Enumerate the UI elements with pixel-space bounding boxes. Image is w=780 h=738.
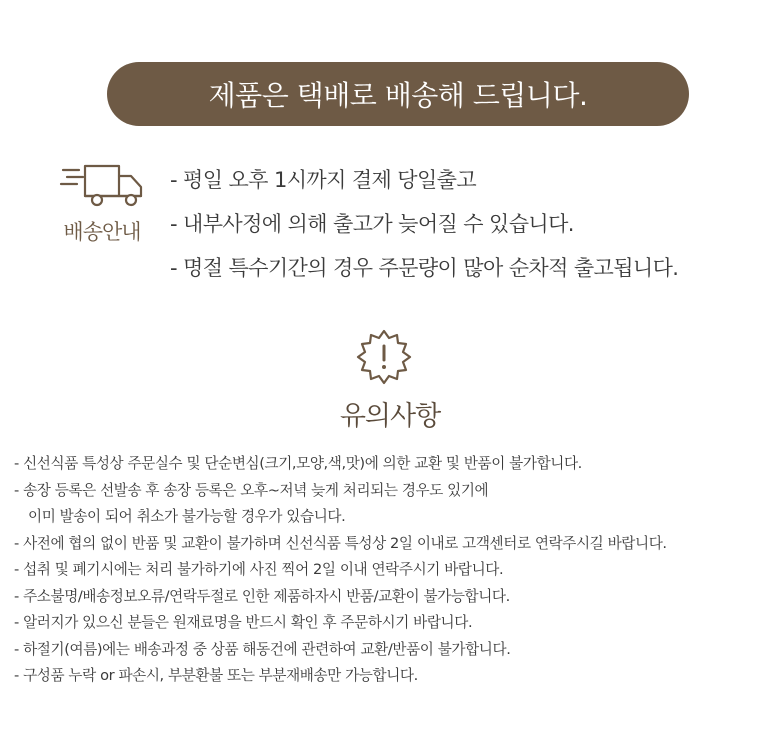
notice-item: - 주소불명/배송정보오류/연락두절로 인한 제품하자시 반품/교환이 불가능합니다. [14,587,510,605]
notice-item: 이미 발송이 되어 취소가 불가능할 경우가 있습니다. [28,508,346,525]
shipping-info-block [52,160,152,246]
notice-item: - 구성품 누락 or 파손시, 부분환불 또는 부분재배송만 가능합니다. [14,667,418,684]
notice-list [14,451,667,690]
shipping-label: 배송안내 [63,220,141,244]
shipping-lines [170,158,678,290]
shipping-line: - 평일 오후 1시까지 결제 당일출고 [170,168,477,192]
truck-icon [57,160,147,210]
notice-item: - 섭취 및 폐기시에는 처리 불가하기에 사진 찍어 2일 이내 연락주시기 바랍니다. [14,561,504,578]
notice-item: - 하절기(여름)에는 배송과정 중 상품 해동건에 관련하여 교환/반품이 불가합니다. [14,640,511,658]
notice-item: - 신선식품 특성상 주문실수 및 단순변심(크기,모양,색,맛)에 의한 교환 및 반품이 불가합니다. [14,455,582,472]
banner-title: 제품은 택배로 배송해 드립니다. [208,79,588,112]
notice-item: - 송장 등록은 선발송 후 송장 등록은 오후~저녁 늦게 처리되는 경우도 있기에 [14,481,489,499]
shipping-banner [107,62,689,126]
shipping-line: - 내부사정에 의해 출고가 늦어질 수 있습니다. [170,212,574,236]
notice-item: - 알러지가 있으신 분들은 원재료명을 반드시 확인 후 주문하시기 바랍니다. [14,614,473,631]
warning-badge-icon [355,328,413,386]
notice-item: - 사전에 협의 없이 반품 및 교환이 불가하며 신선식품 특성상 2일 이내로 고객센터로 연락주시길 바랍니다. [14,534,667,552]
shipping-line: - 명절 특수기간의 경우 주문량이 많아 순차적 출고됩니다. [170,256,679,280]
notice-title: 유의사항 [339,401,441,432]
